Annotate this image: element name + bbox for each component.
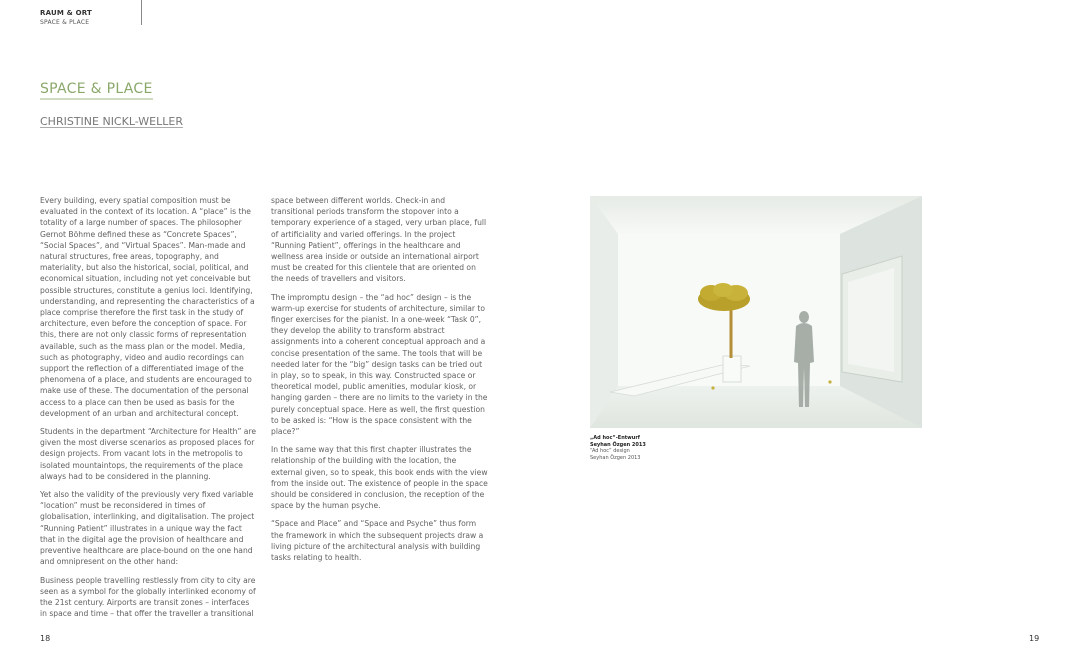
paragraph: space between different worlds. Check-in and transitional periods transform the stopover into a temporary experience of a staged, very urban place, full of artificiality and varied offerings. In the project “Running Patient”, offerings in the healthcare and wellness area inside or outside an international airport must be created for this clientele that are oriented on the needs of travellers and visitors. [271, 196, 487, 284]
page-number-left: 18 [40, 634, 51, 643]
photo-caption [590, 435, 646, 461]
caption-author-german: Seyhan Özgen 2013 [590, 441, 646, 448]
author-name: CHRISTINE NICKL-WELLER [40, 115, 183, 128]
chapter-title: SPACE & PLACE [40, 81, 153, 100]
paragraph: Yet also the validity of the previously very fixed variable “location” must be reconsidered in times of globalisation, interlinking, and digitalisation. The project “Running Patient” illustrates in a unique way the fact that in the digital age the provision of healthcare and preventive healthcare are place-bound on the one hand and omnipresent on the other hand: [40, 490, 255, 567]
caption-title-german: „Ad hoc“-Entwurf [590, 435, 640, 441]
header-german: RAUM & ORT [40, 9, 93, 17]
paragraph: In the same way that this first chapter illustrates the relationship of the building with the location, the external given, so to speak, this book ends with the view from the inside out. The existence of people in the space should be considered in conclusion, the reception of the space by the human psyche. [271, 445, 488, 511]
paragraph: Business people travelling restlessly from city to city are seen as a symbol for the globally interlinked economy of the 21st century. Airports are transit zones – interfaces in space and time – that offer the traveller a transitional [40, 575, 256, 619]
paragraph: Every building, every spatial composition must be evaluated in the context of its location. A “place” is the totality of a large number of spaces. The philosopher Gernot Böhme defined these as “Concrete Spaces”, “Social Spaces”, and “Virtual Spaces”. Man-made and natural structures, free areas, topography, and materiality, but also the historical, social, political, and economical situation, including not yet conceivable but possible structures, constitute a genius loci. Identifying, understanding, and representing the characteristics of a place comprise therefore the first task in the study of architecture, even before the conception of space. For this, there are not only classic forms of representation available, such as the mass plan or the model. Media, such as photography, video and audio recordings can support the reflection of a differentiated image of the phenomena of a place, and students are encouraged to make use of these. The documentation of the personal access to a place can then be used as basis for the development of an urban and architectural concept. [40, 196, 255, 418]
running-header [40, 9, 92, 26]
paragraph: Students in the department “Architecture for Health” are given the most diverse scenarios as proposed places for design projects. From vacant lots in the metropolis to isolated mountaintops, the requirements of the place always had to be considered in the planning. [40, 427, 257, 481]
header-divider [141, 0, 142, 25]
paragraph: The impromptu design – the “ad hoc” design – is the warm-up exercise for students of architecture, similar to finger exercises for the pianist. In a one-week “Task 0”, they develop the ability to transform abstract assignments into a coherent conceptual approach and a concise presentation of the same. The tools that will be needed later for the “big” design tasks can be tried out in play, so to speak, in this way. Constructed space or theoretical model, public amenities, modular kiosk, or hanging garden – there are no limits to the variety in the purely conceptual space. Here as well, the first question to be asked is: “How is the space consistent with the place?” [271, 292, 488, 437]
text-column-left [40, 195, 258, 626]
room-model-illustration [590, 196, 922, 428]
model-photo [590, 196, 922, 428]
caption-author-english: Seyhan Özgen 2013 [590, 454, 641, 461]
text-column-right [271, 195, 489, 570]
caption-title-english: “Ad hoc” design [590, 448, 630, 454]
page-number-right: 19 [1029, 634, 1040, 643]
header-english: SPACE & PLACE [40, 19, 90, 26]
paragraph: “Space and Place” and “Space and Psyche” thus form the framework in which the subsequent projects draw a living picture of the architectural analysis with building tasks relating to health. [271, 519, 484, 563]
